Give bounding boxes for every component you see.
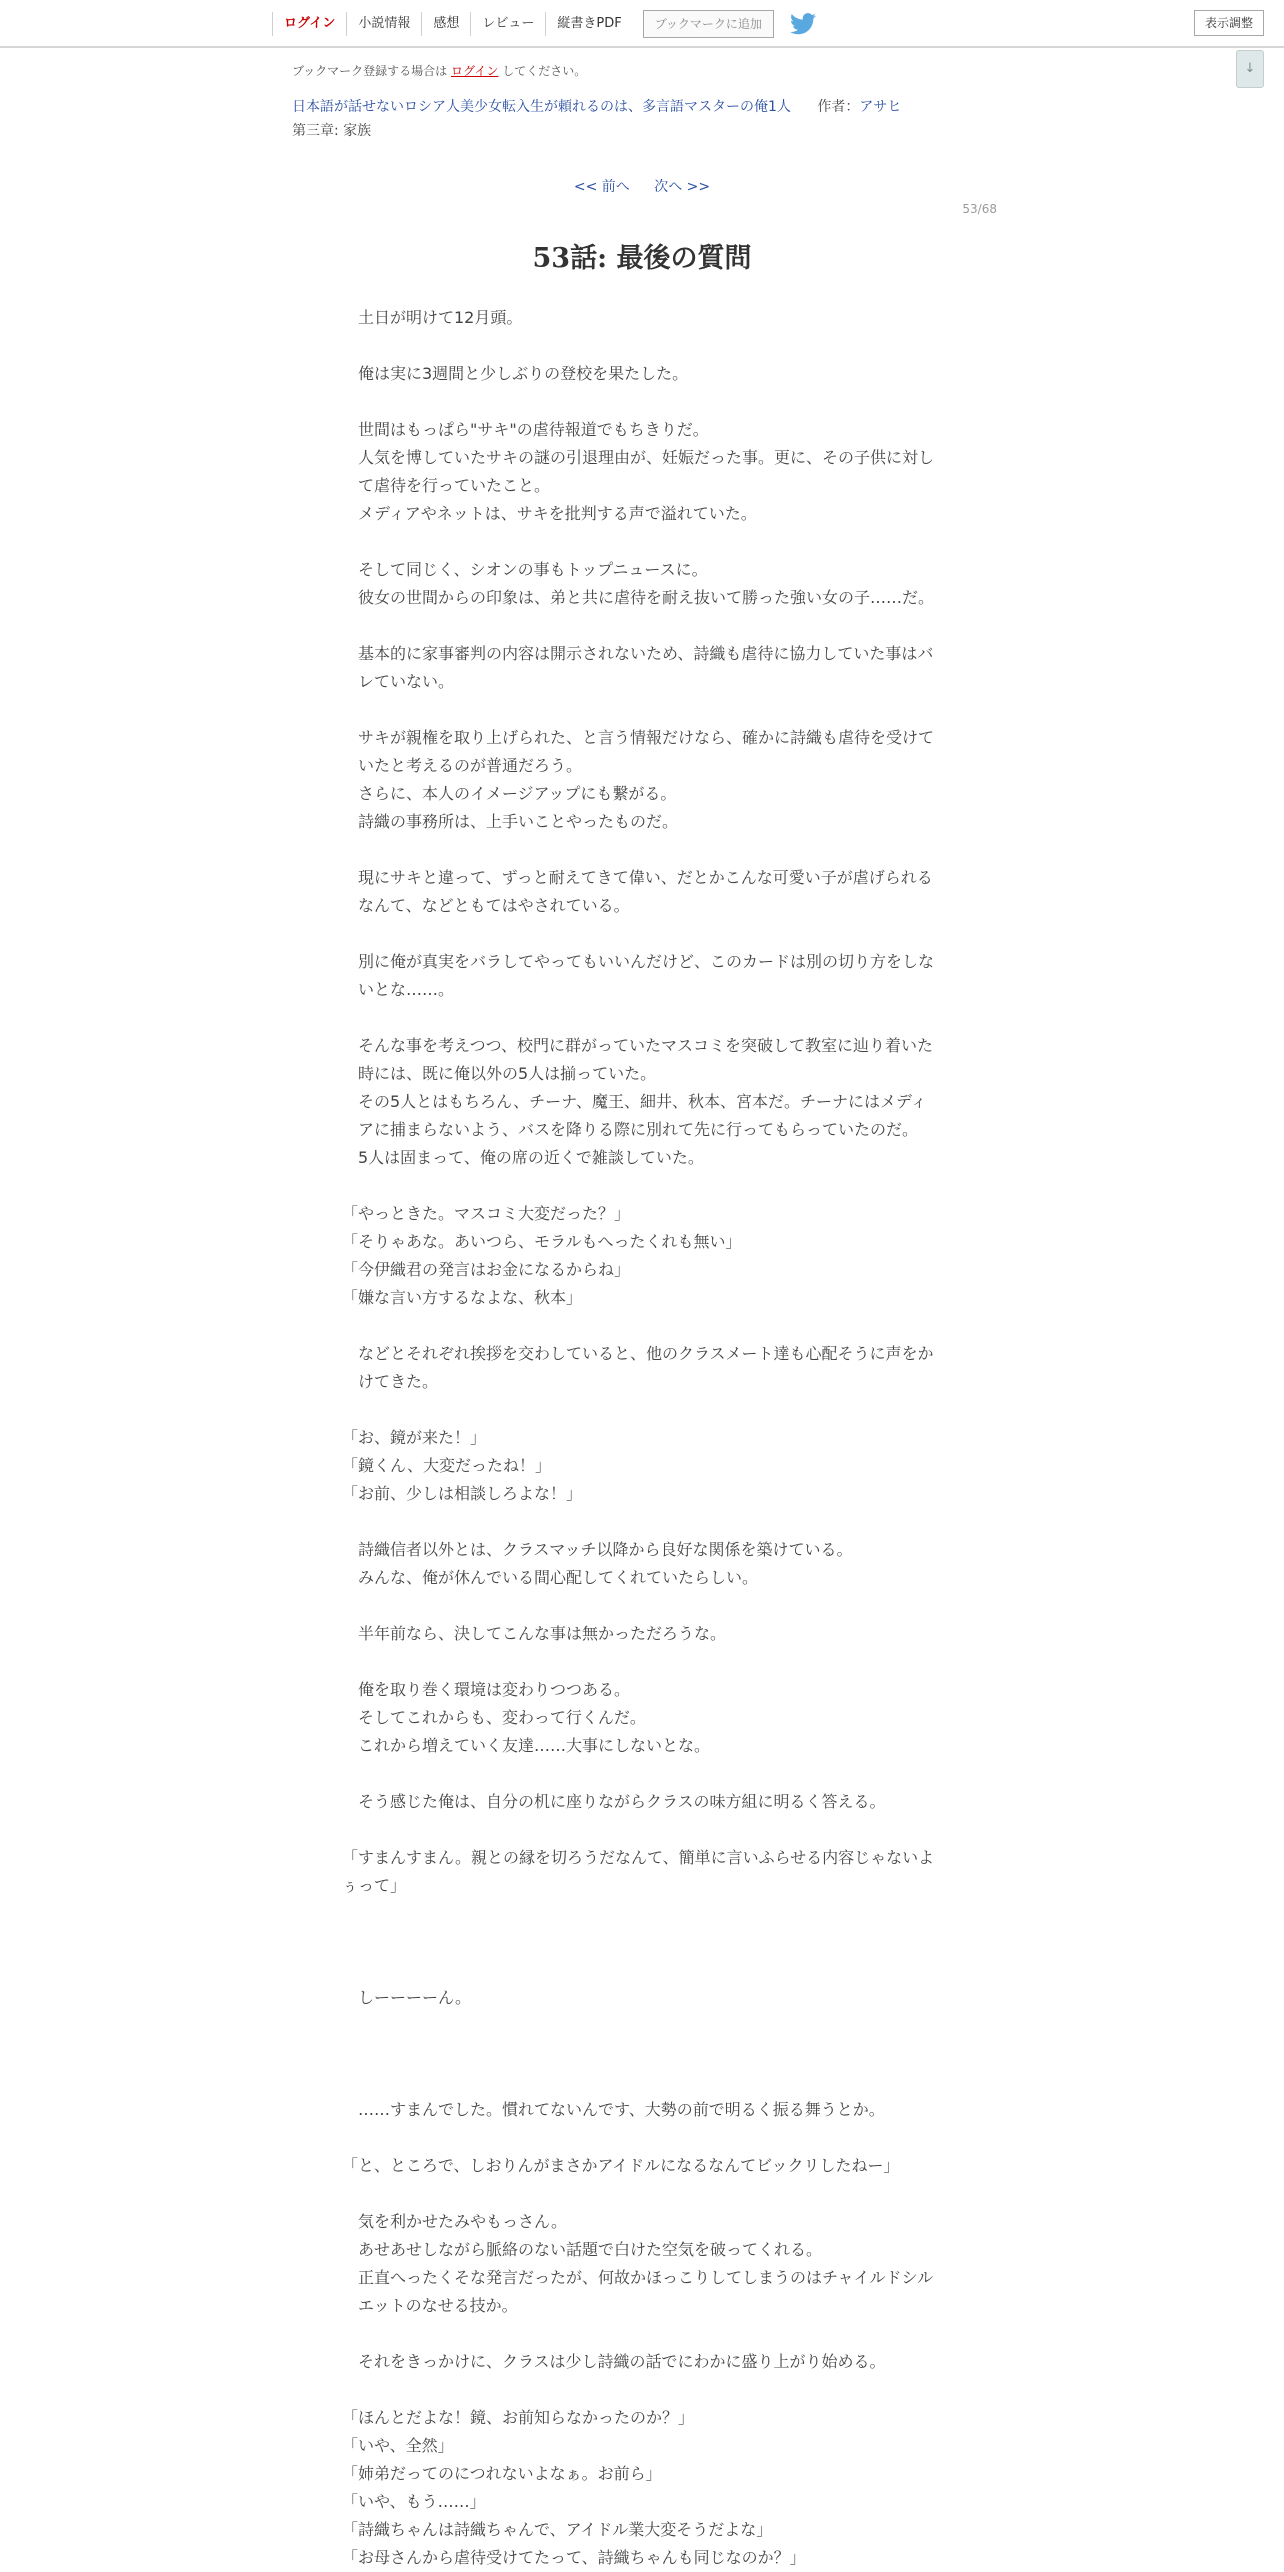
body-line: 「ほんとだよな！鏡、お前知らなかったのか？」	[342, 2408, 695, 2427]
display-settings-button[interactable]: 表示調整	[1194, 10, 1264, 36]
body-line	[342, 612, 942, 640]
body-line: サキが親権を取り上げられた、と言う情報だけなら、確かに詩織も虐待を受けていたと考えるのが普通だろう。	[358, 728, 935, 775]
notice-text-before: ブックマーク登録する場合は	[292, 64, 448, 78]
body-line: などとそれぞれ挨拶を交わしていると、他のクラスメート達も心配そうに声をかけてきた。	[358, 1344, 934, 1391]
body-line: そう感じた俺は、自分の机に座りながらクラスの味方組に明るく答える。	[358, 1792, 886, 1811]
body-line: 俺は実に3週間と少しぶりの登校を果たした。	[358, 364, 689, 383]
body-line: それをきっかけに、クラスは少し詩織の話でにわかに盛り上がり始める。	[358, 2352, 886, 2371]
body-line	[342, 1396, 942, 1424]
body-line: 人気を博していたサキの謎の引退理由が、妊娠だった事。更に、その子供に対して虐待を行っていたこと。	[358, 448, 935, 495]
body-line	[342, 1648, 942, 1676]
body-line	[342, 1900, 942, 1928]
body-line	[342, 1592, 942, 1620]
body-line	[342, 1508, 942, 1536]
arrow-down-icon: ↓	[1244, 61, 1256, 76]
body-line	[342, 528, 942, 556]
body-line: みんな、俺が休んでいる間心配してくれていたらしい。	[358, 1568, 759, 1587]
body-line: 詩織の事務所は、上手いことやったものだ。	[358, 812, 679, 831]
body-line: 「いや、もう……」	[342, 2492, 486, 2511]
body-line: 「今伊織君の発言はお金になるからね」	[342, 1260, 631, 1279]
next-episode-link[interactable]: 次へ >>	[654, 179, 711, 195]
nav-menu	[272, 9, 816, 39]
body-line: そんな事を考えつつ、校門に群がっていたマスコミを突破して教室に辿り着いた時には、既に俺以外の5人は揃っていた。	[358, 1036, 934, 1083]
body-line: メディアやネットは、サキを批判する声で溢れていた。	[358, 504, 757, 523]
body-line: これから増えていく友達……大事にしないとな。	[358, 1736, 711, 1755]
body-line: 別に俺が真実をバラしてやってもいいんだけど、このカードは別の切り方をしないとな……。	[358, 952, 935, 999]
body-line	[342, 2068, 942, 2096]
body-line: 現にサキと違って、ずっと耐えてきて偉い、だとかこんな可愛い子が虐げられるなんて、などともてはやされている。	[358, 868, 933, 915]
body-line	[342, 2040, 942, 2068]
body-line: 俺を取り巻く環境は変わりつつある。	[358, 1680, 631, 1699]
twitter-icon[interactable]	[790, 13, 816, 35]
body-line: あせあせしながら脈絡のない話題で白けた空気を破ってくれる。	[358, 2240, 823, 2259]
add-bookmark-button[interactable]: ブックマークに追加	[643, 10, 774, 38]
nav-login-link[interactable]: ログイン	[272, 12, 346, 36]
body-line: そして同じく、シオンの事もトップニュースに。	[358, 560, 708, 579]
body-line: 基本的に家事審判の内容は開示されないため、詩織も虐待に協力していた事はバレていない。	[358, 644, 934, 691]
body-line	[342, 696, 942, 724]
body-line: 「そりゃあな。あいつら、モラルもへったくれも無い」	[342, 1232, 742, 1251]
body-line	[342, 836, 942, 864]
body-line: 「姉弟だってのにつれないよなぁ。お前ら」	[342, 2464, 662, 2483]
body-line: 正直へったくそな発言だったが、何故かほっこりしてしまうのはチャイルドシルエットのなせる技か。	[358, 2268, 934, 2315]
prev-episode-link[interactable]: << 前へ	[573, 179, 630, 195]
body-line: 半年前なら、決してこんな事は無かっただろうな。	[358, 1624, 727, 1643]
episode-title: 53話: 最後の質問	[532, 243, 752, 274]
body-line: 「お母さんから虐待受けてたって、詩織ちゃんも同じなのか？」	[342, 2548, 806, 2567]
episode-count: 53/68	[962, 202, 997, 216]
nav-vertical-pdf-link[interactable]: 縦書きPDF	[545, 12, 632, 36]
body-line	[342, 2012, 942, 2040]
body-line: 「いや、全然」	[342, 2436, 454, 2455]
body-line: 「鏡くん、大変だったね！」	[342, 1456, 551, 1475]
body-line: しーーーーん。	[358, 1988, 471, 2007]
bookmark-login-notice	[292, 62, 586, 79]
body-line: さらに、本人のイメージアップにも繋がる。	[358, 784, 677, 803]
episode-pager	[0, 176, 1284, 196]
body-line	[342, 920, 942, 948]
body-line: 「お、鏡が来た！」	[342, 1428, 487, 1447]
author-link[interactable]: アサヒ	[859, 99, 902, 115]
body-line	[342, 2124, 942, 2152]
body-line: 世間はもっぱら"サキ"の虐待報道でもちきりだ。	[358, 420, 709, 439]
nav-novel-info-link[interactable]: 小説情報	[346, 12, 421, 36]
body-line: その5人とはもちろん、チーナ、魔王、細井、秋本、宮本だ。チーナにはメディアに捕まらないよう、バスを降りる際に別れて先に行ってもらっていたのだ。	[358, 1092, 927, 1139]
body-line: そしてこれからも、変わって行くんだ。	[358, 1708, 646, 1727]
body-line	[342, 388, 942, 416]
top-navigation-bar	[0, 0, 1284, 48]
body-line	[342, 1004, 942, 1032]
episode-body	[342, 304, 942, 2572]
chapter-title: 第三章: 家族	[292, 123, 372, 139]
body-line: 「すまんすまん。親との縁を切ろうだなんて、簡単に言いふらせる内容じゃないよぅって」	[342, 1848, 935, 1895]
body-line	[342, 2180, 942, 2208]
author-label: 作者：	[817, 99, 860, 115]
body-line: 「やっときた。マスコミ大変だった？」	[342, 1204, 631, 1223]
nav-review-link[interactable]: レビュー	[470, 12, 545, 36]
body-line: 5人は固まって、俺の席の近くで雑談していた。	[358, 1148, 704, 1167]
body-line: 「と、ところで、しおりんがまさかアイドルになるなんてビックリしたねー」	[342, 2156, 900, 2175]
body-line	[342, 1312, 942, 1340]
novel-title-link[interactable]: 日本語が話せないロシア人美少女転入生が頼れるのは、多言語マスターの俺1人	[292, 99, 791, 115]
notice-login-link[interactable]: ログイン	[451, 64, 499, 78]
body-line: 「お前、少しは相談しろよな！」	[342, 1484, 583, 1503]
body-line: 詩織信者以外とは、クラスマッチ以降から良好な関係を築けている。	[358, 1540, 853, 1559]
body-line	[342, 332, 942, 360]
body-line	[342, 2376, 942, 2404]
body-line	[342, 1928, 942, 1956]
body-line	[342, 2320, 942, 2348]
notice-text-after: してください。	[502, 64, 587, 78]
nav-impressions-link[interactable]: 感想	[421, 12, 470, 36]
novel-meta	[292, 96, 901, 116]
body-line: ……すまんでした。慣れてないんです、大勢の前で明るく振る舞うとか。	[358, 2100, 885, 2119]
scroll-down-button[interactable]	[1236, 50, 1264, 88]
body-line	[342, 1760, 942, 1788]
body-line: 彼女の世間からの印象は、弟と共に虐待を耐え抜いて勝った強い女の子……だ。	[358, 588, 935, 607]
body-line	[342, 1956, 942, 1984]
body-line: 土日が明けて12月頭。	[358, 308, 523, 327]
body-line	[342, 1816, 942, 1844]
body-line: 「嫌な言い方するなよな、秋本」	[342, 1288, 583, 1307]
body-line: 「詩織ちゃんは詩織ちゃんで、アイドル業大変そうだよな」	[342, 2520, 773, 2539]
body-line	[342, 1172, 942, 1200]
body-line: 気を利かせたみやもっさん。	[358, 2212, 567, 2231]
